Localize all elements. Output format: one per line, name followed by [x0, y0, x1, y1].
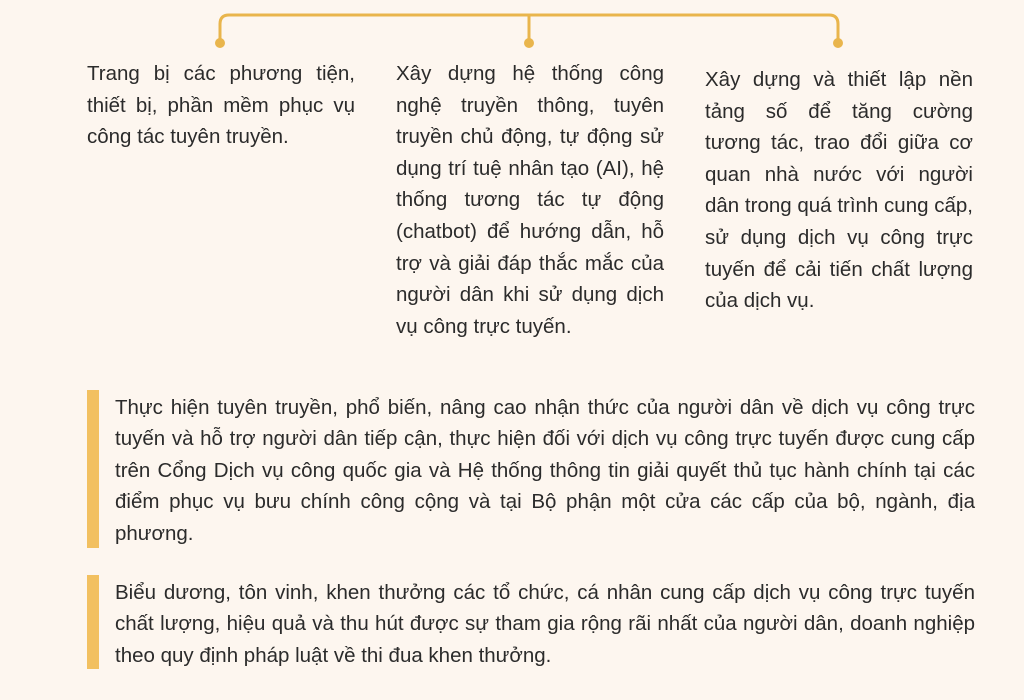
connector-dot-2: [524, 38, 534, 48]
connector-line: [220, 15, 838, 42]
highlight-block-1: [87, 390, 977, 548]
block-1-text: Thực hiện tuyên truyền, phổ biến, nâng cao nhận thức của người dân về dịch vụ công trực tuyến và hỗ trợ người dân tiếp cận, thực hiện đối với dịch vụ công trực tuyến được cung cấp trên Cổng Dịch vụ công quốc gia và Hệ thống thông tin giải quyết thủ tục hành chính tại các điểm phục vụ bưu chính công cộng và tại Bộ phận một cửa các cấp của bộ, ngành, địa phương.: [115, 396, 975, 545]
accent-bar: [87, 575, 99, 669]
accent-bar: [87, 390, 99, 548]
highlight-block-2: [87, 575, 977, 669]
connector-dot-1: [215, 38, 225, 48]
column-3-text: Xây dựng và thiết lập nền tảng số để tăng cường tương tác, trao đổi giữa cơ quan nhà nước với người dân trong quá trình cung cấp, sử dụng dịch vụ công trực tuyến để cải tiến chất lượng của dịch vụ.: [705, 68, 973, 313]
connector-dot-3: [833, 38, 843, 48]
column-1-text: Trang bị các phương tiện, thiết bị, phần mềm phục vụ công tác tuyên truyền.: [87, 62, 355, 149]
column-2-text: Xây dựng hệ thống công nghệ truyền thông, tuyên truyền chủ động, tự động sử dụng trí tuệ nhân tạo (AI), hệ thống tương tác tự động (chatbot) để hướng dẫn, hỗ trợ và giải đáp thắc mắc của người dân khi sử dụng dịch vụ công trực tuyến.: [396, 62, 664, 338]
bracket-connector: [0, 0, 1024, 60]
block-2-text: Biểu dương, tôn vinh, khen thưởng các tổ chức, cá nhân cung cấp dịch vụ công trực tuyến chất lượng, hiệu quả và thu hút được sự tham gia rộng rãi nhất của người dân, doanh nghiệp theo quy định pháp luật về thi đua khen thưởng.: [115, 581, 975, 667]
